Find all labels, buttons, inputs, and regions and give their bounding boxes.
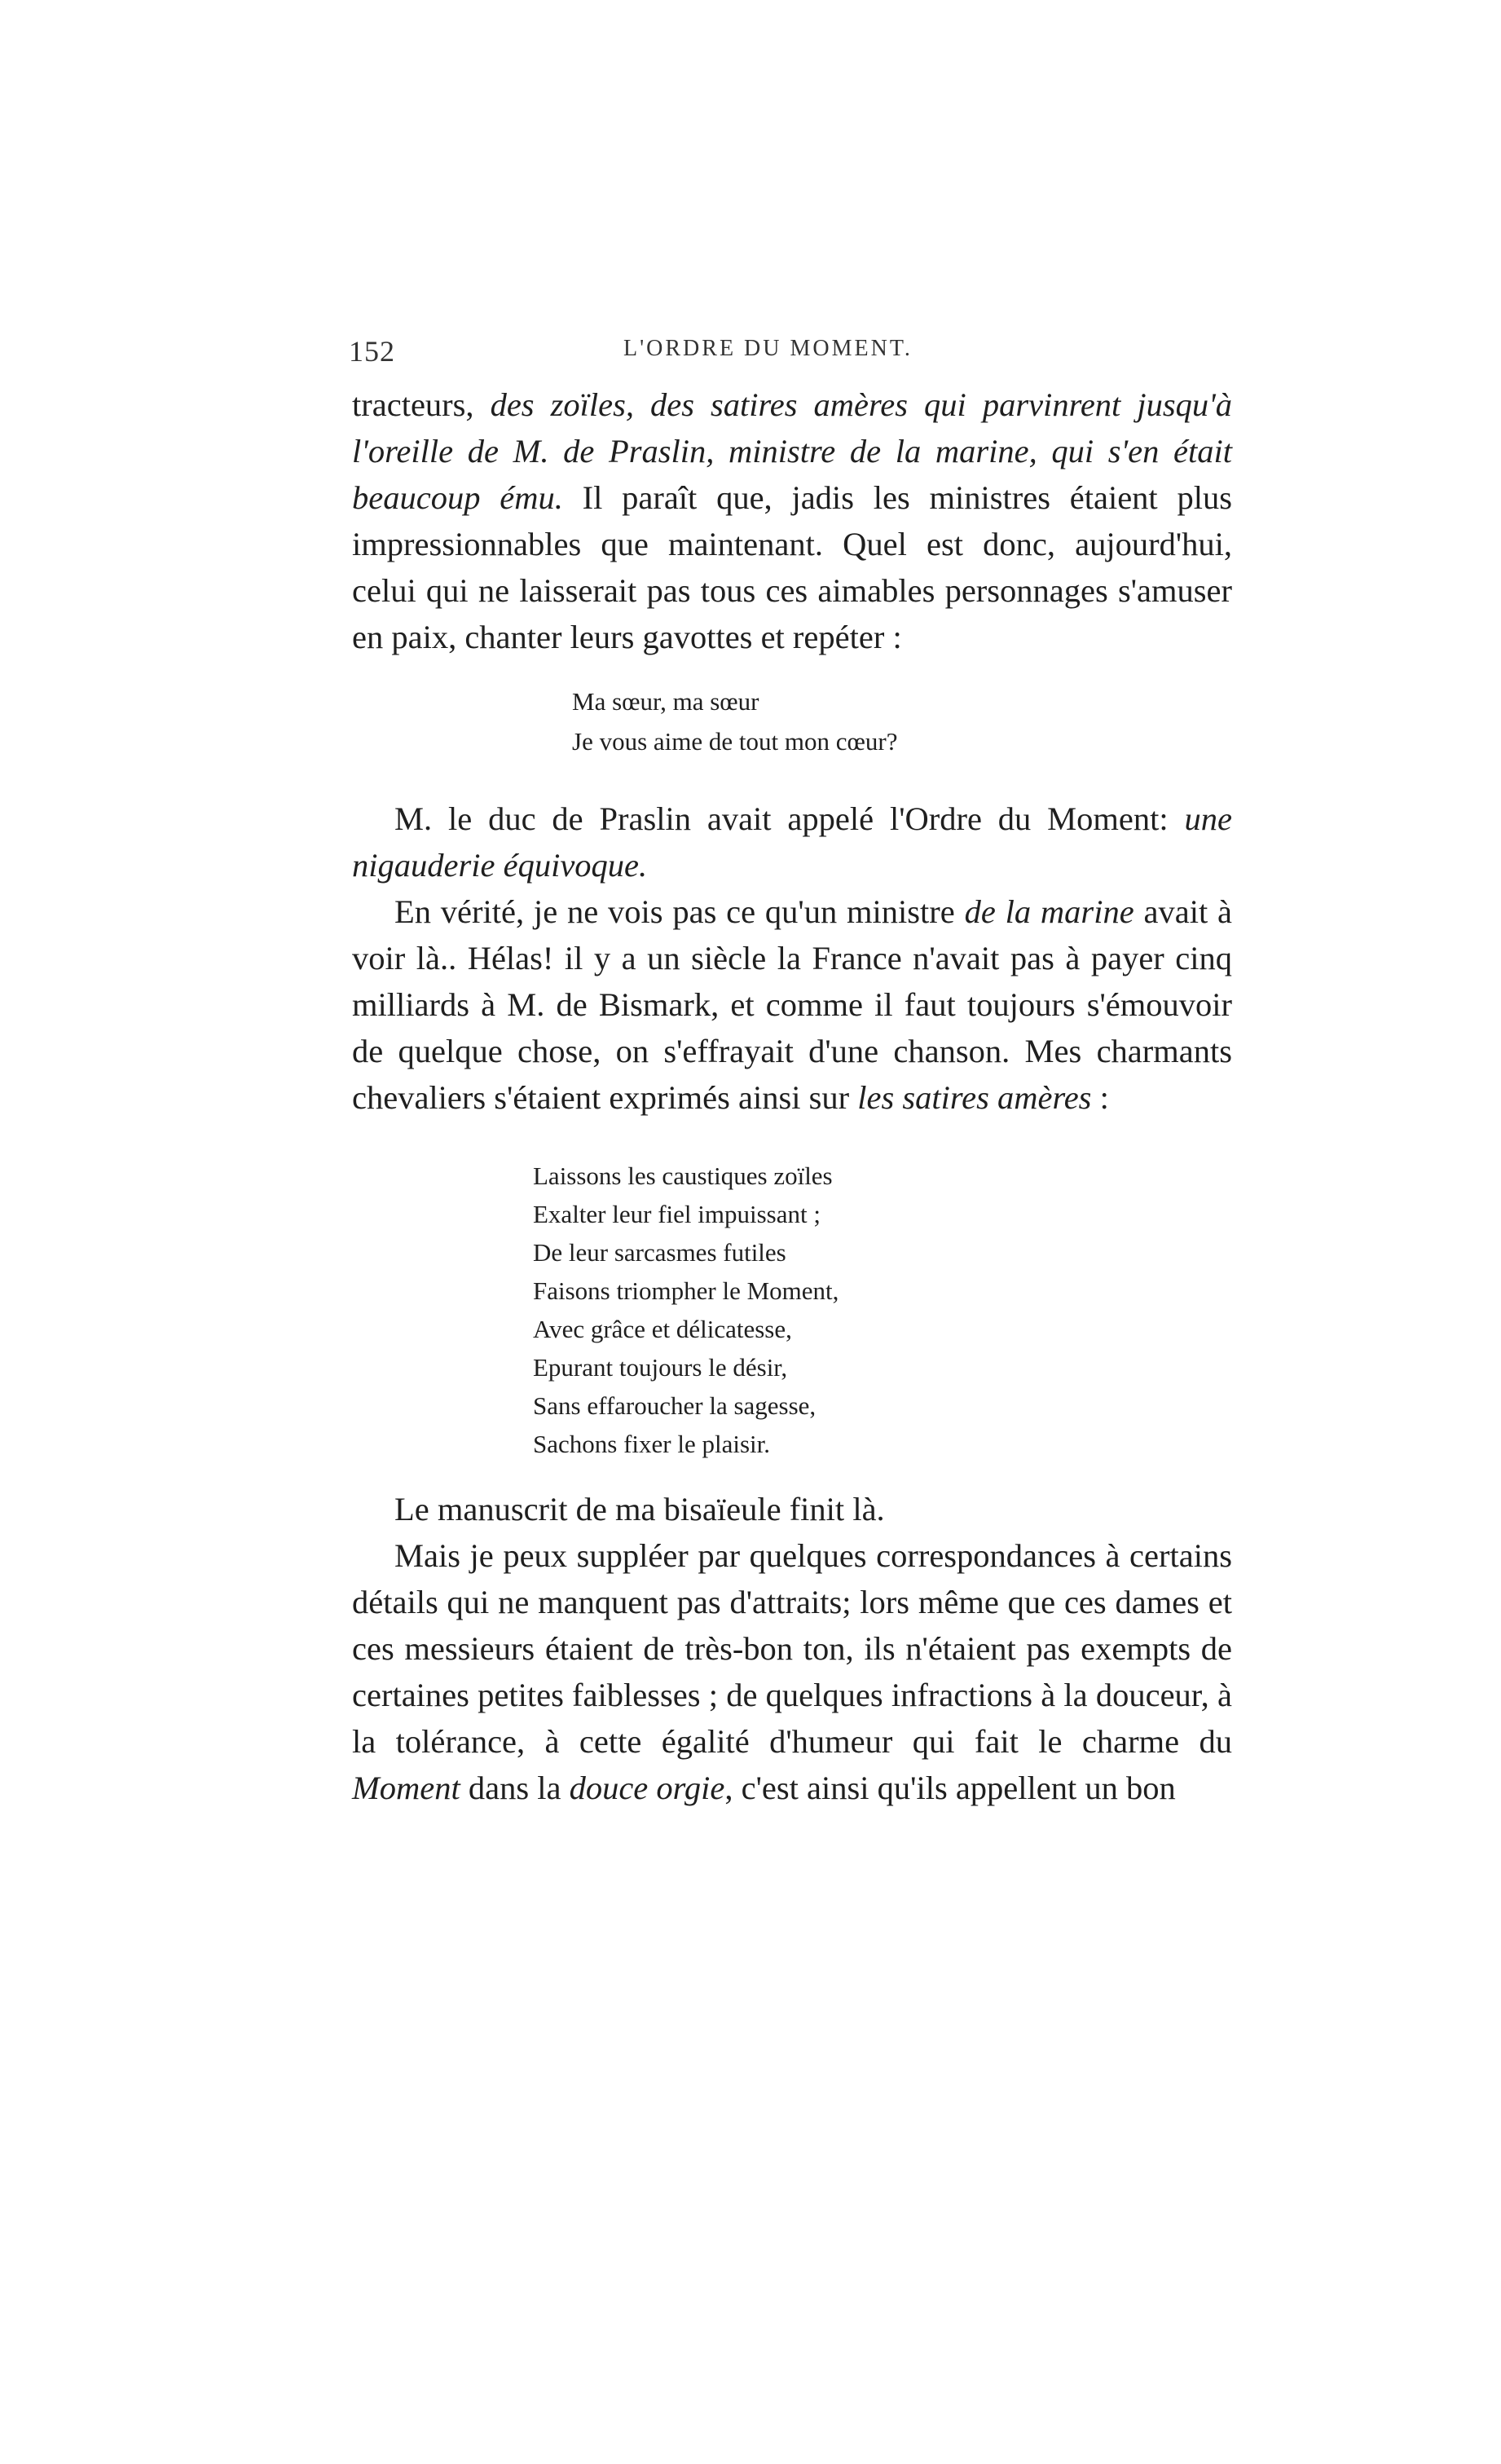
- paragraph-5-text-3: , c'est ainsi qu'ils appellent un bon: [724, 1770, 1176, 1806]
- body-text: [352, 381, 1232, 1811]
- page-number: 152: [349, 335, 395, 368]
- verse-line: Avec grâce et délicatesse,: [533, 1315, 792, 1343]
- paragraph-5-italic-1: Moment: [352, 1770, 460, 1806]
- paragraph-1-text-1: tracteurs,: [352, 386, 491, 423]
- verse-line: Sachons fixer le plaisir.: [533, 1430, 770, 1458]
- paragraph-5-text-1: Mais je peux suppléer par quelques correspondances à certains détails qui ne manquent pas d'attraits; lors même que ces dames et ces messieurs étaient de très-bon ton, ils n'étaient pas exempts de certaines petites faiblesses ; de quelques infractions à la douceur, à la tolérance, à cette égalité d'humeur qui fait le charme du: [352, 1537, 1232, 1760]
- paragraph-5-text-2: dans la: [460, 1770, 570, 1806]
- paragraph-5-italic-2: douce orgie: [569, 1770, 725, 1806]
- verse-line: Sans effaroucher la sagesse,: [533, 1391, 817, 1420]
- paragraph-5: [352, 1532, 1232, 1811]
- paragraph-3-italic-1: de la marine: [964, 893, 1134, 930]
- verse-line: Je vous aime de tout mon cœur?: [572, 727, 898, 756]
- verse-line: Ma sœur, ma sœur: [572, 687, 759, 716]
- paragraph-2-italic-1: une nigauderie équivoque.: [352, 800, 1232, 884]
- verse-line: Laissons les caustiques zoïles: [533, 1161, 833, 1190]
- paragraph-1: [352, 381, 1232, 660]
- paragraph-3: [352, 888, 1232, 1121]
- verse-quote-2: [533, 1157, 1232, 1463]
- running-title: L'ORDRE DU MOMENT.: [623, 336, 913, 361]
- paragraph-4: Le manuscrit de ma bisaïeule finit là.: [394, 1491, 885, 1527]
- verse-line: Exalter leur fiel impuissant ;: [533, 1200, 821, 1228]
- verse-line: Faisons triompher le Moment,: [533, 1276, 839, 1305]
- paragraph-3-text-3: :: [1091, 1079, 1109, 1116]
- verse-line: De leur sarcasmes futiles: [533, 1238, 786, 1267]
- paragraph-3-text-2: avait à voir là.. Hélas! il y a un siècle la France n'avait pas à payer cinq milliards à M. de Bismark, et comme il faut toujours s'émouvoir de quelque chose, on s'effrayait d'une chanson. Mes charmants chevaliers s'étaient exprimés ainsi sur: [352, 893, 1232, 1116]
- paragraph-2-text-1: M. le duc de Praslin avait appelé l'Ordre du Moment:: [394, 800, 1185, 837]
- paragraph-3-text-1: En vérité, je ne vois pas ce qu'un ministre: [394, 893, 965, 930]
- verse-line: Epurant toujours le désir,: [533, 1353, 788, 1382]
- paragraph-3-italic-2: les satires amères: [857, 1079, 1092, 1116]
- paragraph-2: [352, 796, 1232, 888]
- verse-quote-1: [572, 681, 1232, 761]
- paragraph-1-text-2: Il paraît que, jadis les ministres étaient plus impressionnables que maintenant. Quel est donc, aujourd'hui, celui qui ne laisserait pas tous ces aimables personnages s'amuser en paix, chanter leurs gavottes et repéter :: [352, 479, 1232, 655]
- page-header: [349, 334, 1229, 380]
- paragraph-1-italic-1: des zoïles, des satires amères qui parvinrent jusqu'à l'oreille de M. de Praslin, ministre de la marine, qui s'en était beaucoup ému.: [352, 386, 1233, 516]
